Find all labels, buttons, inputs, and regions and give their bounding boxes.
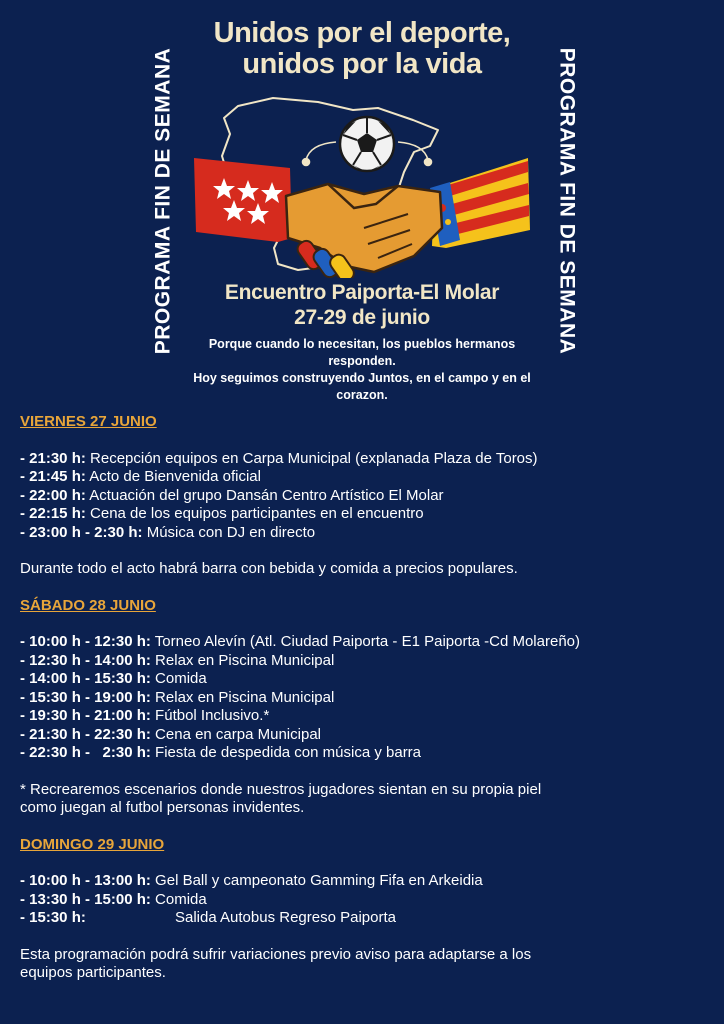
schedule-item [20,744,700,763]
schedule-time: - 22:00 h: [20,486,86,504]
poster-headline [178,18,546,80]
schedule-time: - 21:30 h - 22:30 h: [20,725,151,743]
schedule-list-domingo [20,872,700,928]
day-title-domingo: DOMINGO 29 JUNIO [20,835,165,853]
schedule-item [20,872,700,891]
schedule-item [20,909,700,928]
schedule-activity: Fiesta de despedida con música y barra [150,744,422,761]
poster-tagline-line-2: Hoy seguimos construyendo Juntos, en el campo y en el [193,371,531,385]
schedule-item [20,487,700,506]
note-sabado-line-1: * Recrearemos escenarios donde nuestros jugadores sientan en su propia piel [20,780,542,798]
schedule-activity: Relax en Piscina Municipal [150,688,335,706]
schedule-activity: Cena de los equipos participantes en el encuentro [85,505,424,522]
schedule-activity: Comida [150,670,207,687]
valencia-flag-icon [430,158,530,248]
schedule-item [20,689,700,708]
schedule-activity: Recepción equipos en Carpa Municipal (explanada Plaza de Toros) [85,449,538,467]
day-domingo [20,836,700,983]
poster-headline-line-2: unidos por la vida [242,48,482,80]
day-sabado [20,597,700,818]
schedule-item [20,652,700,671]
note-sabado-line-2: como juegan al futbol personas invidentes. [20,799,305,816]
schedule-time: - 10:00 h - 13:00 h: [20,872,151,889]
note-domingo-line-2: equipos participantes. [20,964,166,981]
day-viernes [20,413,700,579]
schedule-item [20,707,700,726]
schedule-activity: Salida Autobus Regreso Paiporta [175,909,396,926]
poster-illustration [178,88,546,278]
note-domingo [20,946,700,983]
schedule-activity: Acto de Bienvenida oficial [85,468,261,485]
schedule-activity: Música con DJ en directo [142,523,316,541]
schedule-time: - 21:45 h: [20,468,86,485]
schedule-time: - 22:30 h - 2:30 h: [20,744,151,761]
poster-tagline [178,336,546,404]
poster-event-name: Encuentro Paiporta-El Molar [224,281,500,304]
schedule-item [20,524,700,543]
soccer-ball-icon [340,117,394,172]
handshake-icon [286,184,442,278]
schedule-item [20,670,700,689]
schedule-time: - 12:30 h - 14:00 h: [20,651,151,669]
schedule-activity: Fútbol Inclusivo.* [150,707,270,724]
poster-headline-line-1: Unidos por el deporte, [213,17,511,49]
side-label-right [546,26,586,376]
schedule-activity: Actuación del grupo Dansán Centro Artístico El Molar [85,486,444,504]
schedule-item [20,468,700,487]
schedule-list-viernes [20,450,700,543]
schedule-list-sabado [20,633,700,763]
schedule-time: - 22:15 h: [20,505,86,522]
poster-tagline-line-3: corazon. [336,388,388,402]
schedule-activity: Gel Ball y campeonato Gamming Fifa en Arkeidia [150,872,483,889]
schedule-time: - 21:30 h: [20,449,86,467]
schedule-time: - 14:00 h - 15:30 h: [20,670,151,687]
schedule-time: - 10:00 h - 12:30 h: [20,633,151,650]
schedule-activity: Comida [150,890,207,908]
schedule-time: - 15:30 h - 19:00 h: [20,688,151,706]
schedule-item [20,891,700,910]
poster-tagline-line-1: Porque cuando lo necesitan, los pueblos hermanos responden. [208,337,516,368]
side-label-left-text: PROGRAMA FIN DE SEMANA [151,47,174,355]
note-viernes: Durante todo el acto habrá barra con bebida y comida a precios populares. [20,560,518,577]
schedule-activity: Relax en Piscina Municipal [150,651,335,669]
note-domingo-line-1: Esta programación podrá sufrir variaciones previo aviso para adaptarse a los [20,945,532,963]
schedule-item [20,633,700,652]
day-title-sabado: SÁBADO 28 JUNIO [20,596,156,614]
side-label-left [143,26,183,376]
note-sabado [20,781,700,818]
schedule-time: - 15:30 h: [20,909,86,926]
schedule-time: - 19:30 h - 21:00 h: [20,707,151,724]
event-poster [178,17,546,402]
schedule-item [20,505,700,524]
schedule-activity: Torneo Alevín (Atl. Ciudad Paiporta - E1 Paiporta -Cd Molareño) [150,633,581,650]
madrid-flag-icon [194,158,292,242]
schedule-item [20,726,700,745]
schedule [20,413,700,1001]
schedule-time: - 23:00 h - 2:30 h: [20,523,143,541]
side-label-right-text: PROGRAMA FIN DE SEMANA [555,47,578,355]
poster-event-dates: 27-29 de junio [294,306,430,329]
schedule-activity: Cena en carpa Municipal [150,725,321,743]
schedule-time: - 13:30 h - 15:00 h: [20,890,151,908]
day-title-viernes: VIERNES 27 JUNIO [20,413,157,430]
poster-event-title [178,280,546,330]
schedule-item [20,450,700,469]
